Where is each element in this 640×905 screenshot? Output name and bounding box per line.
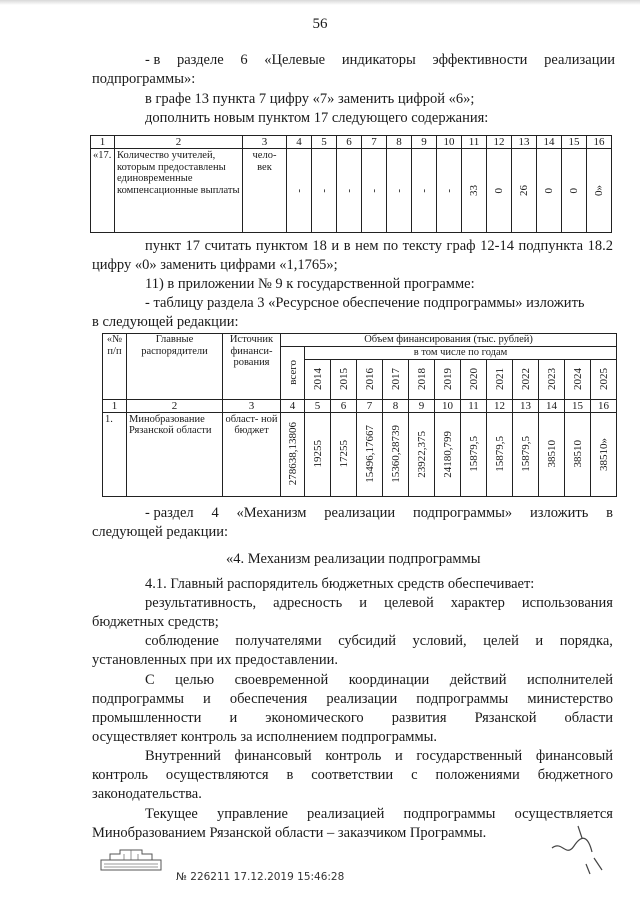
p-coord-line1 xyxy=(145,672,613,689)
value-cell: - xyxy=(337,149,362,233)
word: реализации xyxy=(326,691,398,707)
intro-line-1 xyxy=(145,52,615,69)
word: и xyxy=(359,595,368,611)
year-value: 15496,17667 xyxy=(357,412,383,496)
word: целевой xyxy=(384,595,434,611)
p-coord-line4: осуществляет контроль за исполнением подпрограммы. xyxy=(92,729,437,745)
year-value: 24180,799 xyxy=(435,412,461,496)
col-number: 2 xyxy=(115,136,243,149)
word: исполнителей xyxy=(527,672,613,688)
word: бюджетного xyxy=(537,767,613,783)
word: государственный xyxy=(416,748,523,764)
word: финансовый xyxy=(535,748,613,764)
value-cell: 26 xyxy=(512,149,537,233)
word: изложить xyxy=(529,505,589,521)
word: «Механизм xyxy=(236,505,307,521)
word: Внутренний xyxy=(145,748,221,764)
word: порядка, xyxy=(559,633,613,649)
word: характер xyxy=(450,595,505,611)
word: Текущее xyxy=(145,806,198,822)
p-coord-line2 xyxy=(92,691,613,708)
value-cell: - xyxy=(437,149,462,233)
year-header: 2020 xyxy=(461,359,487,399)
word: в xyxy=(606,505,613,521)
word: своевременной xyxy=(234,672,329,688)
word: и xyxy=(229,710,238,726)
col-number: 9 xyxy=(412,136,437,149)
word: контроль xyxy=(92,767,148,783)
col-number: 5 xyxy=(305,399,331,412)
year-value: 38510 xyxy=(565,412,591,496)
col-number: 4 xyxy=(287,136,312,149)
year-value: 17255 xyxy=(331,412,357,496)
col-number: 11 xyxy=(461,399,487,412)
word: реализации xyxy=(544,52,615,68)
year-value: 19255 xyxy=(305,412,331,496)
row-number: «17. xyxy=(91,149,115,233)
value-cell: 0» xyxy=(587,149,612,233)
year-header: 2019 xyxy=(435,359,461,399)
intro-line-4: дополнить новым пунктом 17 следующего содержания: xyxy=(145,110,489,126)
intro-line-2: подпрограммы»: xyxy=(92,71,196,87)
s4-line1 xyxy=(145,505,613,522)
word: и xyxy=(203,691,211,707)
signature-icon xyxy=(548,818,608,878)
value-cell: 33 xyxy=(462,149,487,233)
year-header: 2016 xyxy=(357,359,383,399)
col-number: 9 xyxy=(409,399,435,412)
manager-name: Минобразование Рязанской области xyxy=(127,412,223,496)
p-res-line1 xyxy=(145,595,613,612)
government-emblem-icon xyxy=(100,846,162,874)
year-value: 38510 xyxy=(539,412,565,496)
word: промышленности xyxy=(92,710,202,726)
p-int-line1 xyxy=(145,748,613,765)
row-number: 1. xyxy=(103,412,127,496)
col-number: 14 xyxy=(537,136,562,149)
header-total: всего xyxy=(281,347,305,400)
year-header: 2022 xyxy=(513,359,539,399)
p-int-line3: законодательства. xyxy=(92,786,202,802)
table-row xyxy=(103,412,617,496)
col-number: 12 xyxy=(487,136,512,149)
total-value: 278638,13806 xyxy=(281,412,305,496)
unit: чело- век xyxy=(243,149,287,233)
year-value: 15879,5 xyxy=(487,412,513,496)
col-number: 8 xyxy=(383,399,409,412)
year-value: 15360,28739 xyxy=(383,412,409,496)
year-header: 2025 xyxy=(591,359,617,399)
intro-line-3: в графе 13 пункта 7 цифру «7» заменить цифрой «6»; xyxy=(145,91,475,107)
p41: 4.1. Главный распорядитель бюджетных средств обеспечивает: xyxy=(145,576,535,592)
word: положениями xyxy=(435,767,520,783)
table-header-row xyxy=(103,334,617,347)
col-number: 3 xyxy=(223,399,281,412)
scan-top-edge xyxy=(0,0,640,5)
col-number: 5 xyxy=(312,136,337,149)
year-header: 2017 xyxy=(383,359,409,399)
word: осуществляются xyxy=(165,767,269,783)
word: разделе xyxy=(177,52,224,68)
col-number: 1 xyxy=(103,399,127,412)
word: действий xyxy=(449,672,507,688)
p-int-line2 xyxy=(92,767,613,784)
value-cell: - xyxy=(412,149,437,233)
word: целью xyxy=(175,672,215,688)
header-managers: Главные распорядители xyxy=(127,334,223,400)
word: - раздел xyxy=(145,505,194,521)
p-cur-line2: Минобразованием Рязанской области – заказчиком Программы. xyxy=(92,825,487,841)
word: субсидий xyxy=(338,633,396,649)
col-number: 8 xyxy=(387,136,412,149)
col-number: 13 xyxy=(513,399,539,412)
word: результативность, xyxy=(145,595,257,611)
funding-table xyxy=(102,333,617,497)
s4-line2: следующей редакции: xyxy=(92,524,229,540)
word: адресность xyxy=(273,595,343,611)
word: области xyxy=(564,710,613,726)
word: экономического xyxy=(265,710,364,726)
word: подпрограммы xyxy=(416,691,509,707)
value-cell: 0 xyxy=(562,149,587,233)
word: и xyxy=(535,633,544,649)
indicators-table xyxy=(90,135,612,233)
word: и xyxy=(394,748,403,764)
p-obs-line2: установленных при их предоставлении. xyxy=(92,652,338,668)
col-number: 12 xyxy=(487,399,513,412)
word: условий, xyxy=(412,633,467,649)
col-number: 16 xyxy=(587,136,612,149)
word: в xyxy=(286,767,294,783)
table-row xyxy=(91,149,612,233)
col-number: 16 xyxy=(591,399,617,412)
p-res-line2: бюджетных средств; xyxy=(92,614,219,630)
year-value: 15879,5 xyxy=(461,412,487,496)
word: соблюдение xyxy=(145,633,219,649)
word: реализации xyxy=(324,505,396,521)
table-header-row xyxy=(91,136,612,149)
word: министерство xyxy=(527,691,613,707)
word: с xyxy=(411,767,418,783)
header-num: «№ п/п xyxy=(103,334,127,400)
col-number: 15 xyxy=(562,136,587,149)
col-number: 6 xyxy=(331,399,357,412)
word: подпрограммы xyxy=(92,691,184,707)
year-header: 2023 xyxy=(539,359,565,399)
word: координации xyxy=(348,672,430,688)
registration-number: № 226211 17.12.2019 15:46:28 xyxy=(176,871,345,883)
mid-p3-line2: в следующей редакции: xyxy=(92,314,239,330)
col-number: 13 xyxy=(512,136,537,149)
value-cell: - xyxy=(287,149,312,233)
value-cell: - xyxy=(362,149,387,233)
col-number: 7 xyxy=(362,136,387,149)
word: 6 xyxy=(240,52,248,68)
year-value: 23922,375 xyxy=(409,412,435,496)
year-header: 2015 xyxy=(331,359,357,399)
col-number: 1 xyxy=(91,136,115,149)
year-value: 38510» xyxy=(591,412,617,496)
word: развития xyxy=(391,710,447,726)
header-source: Источник финанси- рования xyxy=(223,334,281,400)
word: финансовый xyxy=(234,748,312,764)
funding-source: област- ной бюджет xyxy=(223,412,281,496)
value-cell: 0 xyxy=(487,149,512,233)
p-coord-line3 xyxy=(92,710,613,727)
word: эффективности xyxy=(432,52,528,68)
word: целей xyxy=(483,633,519,649)
p-cur-line1 xyxy=(145,806,613,823)
mid-p2: 11) в приложении № 9 к государственной программе: xyxy=(145,276,475,292)
col-number: 14 xyxy=(539,399,565,412)
year-header: 2021 xyxy=(487,359,513,399)
year-header: 2014 xyxy=(305,359,331,399)
mid-p1-line1: пункт 17 считать пунктом 18 и в нем по тексту граф 12-14 подпункта 18.2 xyxy=(145,238,613,254)
word: «Целевые xyxy=(264,52,326,68)
p-obs-line1 xyxy=(145,633,613,650)
mid-p1-line2: цифру «0» заменить цифрами «1,1765»; xyxy=(92,257,338,273)
col-number: 2 xyxy=(127,399,223,412)
value-cell: - xyxy=(312,149,337,233)
value-cell: - xyxy=(387,149,412,233)
word: Рязанской xyxy=(474,710,537,726)
word: - в xyxy=(145,52,161,68)
word: подпрограммы» xyxy=(412,505,513,521)
word: осуществляется xyxy=(514,806,613,822)
header-volume: Объем финансирования (тыс. рублей) xyxy=(281,334,617,347)
col-number: 10 xyxy=(437,136,462,149)
word: С xyxy=(145,672,155,688)
header-by-years: в том числе по годам xyxy=(305,347,617,360)
value-cell: 0 xyxy=(537,149,562,233)
word: использования xyxy=(521,595,613,611)
col-number: 6 xyxy=(337,136,362,149)
word: реализацией xyxy=(307,806,385,822)
word: 4 xyxy=(211,505,219,521)
section-heading: «4. Механизм реализации подпрограммы xyxy=(226,551,481,567)
indicator-name: Количество учителей, которым предоставлены единовременные компенсационные выплаты xyxy=(115,149,243,233)
year-value: 15879,5 xyxy=(513,412,539,496)
mid-p3-line1: - таблицу раздела 3 «Ресурсное обеспечение подпрограммы» изложить xyxy=(145,295,585,311)
col-number: 10 xyxy=(435,399,461,412)
word: получателями xyxy=(235,633,322,649)
col-number: 15 xyxy=(565,399,591,412)
word: индикаторы xyxy=(341,52,416,68)
page-number: 56 xyxy=(312,16,328,32)
word: соответствии xyxy=(311,767,394,783)
word: подпрограммы xyxy=(403,806,496,822)
col-number: 4 xyxy=(281,399,305,412)
column-number-row xyxy=(103,399,617,412)
year-header: 2024 xyxy=(565,359,591,399)
word: обеспечения xyxy=(229,691,308,707)
word: контроль xyxy=(325,748,382,764)
col-number: 11 xyxy=(462,136,487,149)
col-number: 7 xyxy=(357,399,383,412)
word: управление xyxy=(216,806,288,822)
year-header: 2018 xyxy=(409,359,435,399)
col-number: 3 xyxy=(243,136,287,149)
